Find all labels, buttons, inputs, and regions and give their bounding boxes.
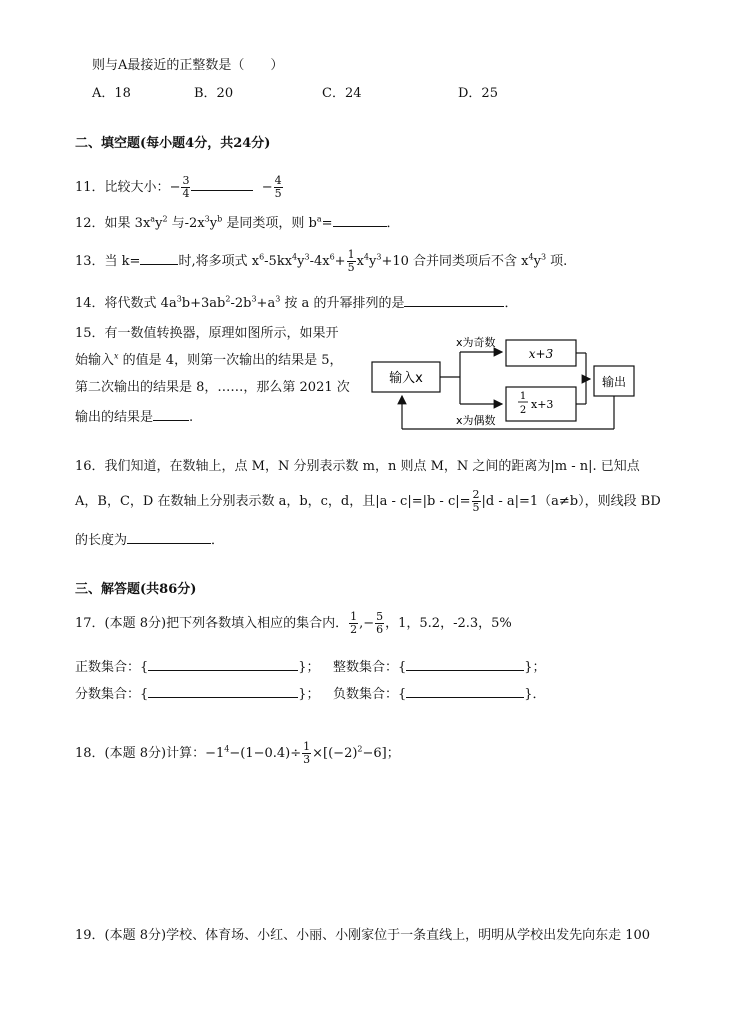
q11-f1-num: 3 bbox=[182, 174, 190, 187]
q14-answer-blank[interactable] bbox=[404, 292, 504, 307]
odd-op-text: x+3 bbox=[528, 347, 554, 361]
q15-line2 bbox=[75, 352, 342, 370]
q13-part-k: 项. bbox=[546, 254, 568, 269]
q12-part-c: 与-2x bbox=[167, 216, 205, 231]
negative-set-close: }． bbox=[524, 687, 546, 702]
q13-part-i: +10 合并同类项后不含 x bbox=[381, 254, 529, 269]
q14-part-a: 将代数式 4a bbox=[104, 296, 177, 311]
q15-line4 bbox=[75, 406, 193, 427]
q12-sup-a: a bbox=[150, 214, 156, 224]
q13-part-e: -4x bbox=[309, 254, 330, 269]
q18-part-c: −(1−0.4)÷ bbox=[229, 746, 302, 761]
q15-line2b: 的值是 4，则第一次输出的结果是 5， bbox=[118, 353, 343, 368]
q14-part-b: b+3ab bbox=[181, 296, 226, 311]
section3-title: 三、解答题(共86分) bbox=[75, 582, 197, 597]
q13-sup-i: 4 bbox=[528, 252, 534, 262]
q15-line2a: 始输入 bbox=[75, 353, 115, 368]
q13-sup-e: 6 bbox=[329, 252, 335, 262]
q11-answer-blank[interactable] bbox=[191, 176, 253, 191]
q14-part-d: +a bbox=[256, 296, 276, 311]
q17-fraction-1 bbox=[349, 611, 358, 636]
fraction-set-label: 分数集合：{ bbox=[75, 687, 149, 702]
q11-f2-den: 5 bbox=[274, 187, 282, 200]
q14-sup-a: 3 bbox=[176, 294, 182, 304]
q13-sup-b: 6 bbox=[259, 252, 265, 262]
q10-option-a: A．18 bbox=[92, 86, 131, 101]
q16-frac-den: 5 bbox=[472, 501, 480, 514]
q13-frac-den: 5 bbox=[347, 261, 355, 274]
q13-frac-num: 1 bbox=[347, 248, 355, 261]
q17-positive-set bbox=[75, 656, 320, 677]
q13-fraction bbox=[347, 249, 356, 274]
positive-set-close: }； bbox=[298, 660, 320, 675]
q11-f2-num: 4 bbox=[274, 174, 282, 187]
q16-line2a: A，B，C，D 在数轴上分别表示数 a，b，c，d，且|a - c|=|b - c|= bbox=[75, 494, 471, 509]
q18-part-b: −1 bbox=[205, 746, 225, 761]
even-label: x为偶数 bbox=[456, 414, 496, 427]
q12-part-e: 是同类项，则 b bbox=[222, 216, 317, 231]
positive-set-blank[interactable] bbox=[148, 656, 298, 671]
q16-line3-end: ． bbox=[211, 533, 225, 548]
negative-set-blank[interactable] bbox=[406, 683, 524, 698]
q14-part-c: -2b bbox=[230, 296, 252, 311]
q16-fraction bbox=[472, 489, 481, 514]
q14-part-e: 按 a 的升幂排列的是 bbox=[280, 296, 405, 311]
q13-plus: + bbox=[334, 254, 346, 269]
even-frac-num: 1 bbox=[519, 391, 527, 402]
q13 bbox=[75, 244, 567, 280]
q18-frac-den: 3 bbox=[303, 753, 311, 766]
integer-set-label: 整数集合：{ bbox=[333, 660, 407, 675]
section2-title: 二、填空题(每小题4分，共24分) bbox=[75, 136, 271, 151]
q17-fraction-set bbox=[75, 683, 320, 704]
q19-text: 19．(本题 8分)学校、体育场、小红、小丽、小刚家位于一条直线上，明明从学校出发先向东走 100 bbox=[75, 928, 651, 943]
q13-part-j: y bbox=[533, 254, 541, 269]
integer-set-close: }； bbox=[524, 660, 546, 675]
q17-negative-set bbox=[333, 683, 546, 704]
q15-x: x bbox=[114, 351, 119, 361]
q17-numbers: ，1，5.2，-2.3，5% bbox=[385, 616, 512, 631]
q16-line2 bbox=[75, 484, 661, 520]
q16-frac-num: 2 bbox=[472, 488, 480, 501]
q13-part-h: y bbox=[369, 254, 377, 269]
q14-end: ． bbox=[504, 296, 518, 311]
q10-option-d: D．25 bbox=[458, 86, 498, 101]
positive-set-label: 正数集合：{ bbox=[75, 660, 149, 675]
q12-part-b: y bbox=[155, 216, 163, 231]
fraction-set-close: }； bbox=[298, 687, 320, 702]
q15-line4-end: . bbox=[189, 410, 194, 425]
q17-stem bbox=[75, 606, 512, 642]
q13-sup-d: 3 bbox=[304, 252, 310, 262]
q15-line1: 15．有一数值转换器，原理如图所示，如果开 bbox=[75, 326, 339, 341]
negative-set-label: 负数集合：{ bbox=[333, 687, 407, 702]
q13-part-c: -5kx bbox=[264, 254, 293, 269]
q14-number: 14． bbox=[75, 296, 105, 311]
q10-option-c: C．24 bbox=[322, 86, 362, 101]
q15-line4-text: 输出的结果是 bbox=[75, 410, 154, 425]
q12-sup-c: 3 bbox=[204, 214, 210, 224]
q13-sup-j: 3 bbox=[540, 252, 547, 262]
q17-sep: ,− bbox=[359, 616, 375, 631]
q13-part-d: y bbox=[297, 254, 305, 269]
q18-fraction bbox=[302, 741, 311, 766]
even-frac-den: 2 bbox=[519, 405, 527, 416]
q12-answer-blank[interactable] bbox=[333, 212, 387, 227]
q12-equals: = bbox=[321, 216, 333, 231]
q11-number: 11． bbox=[75, 180, 105, 195]
q13-part-b: 时,将多项式 x bbox=[178, 254, 260, 269]
q17-text: 17．(本题 8分)把下列各数填入相应的集合内． bbox=[75, 616, 349, 631]
q12-part-d: y bbox=[209, 216, 218, 231]
q12-end: ． bbox=[386, 216, 400, 231]
q18-text: 18．(本题 8分)计算： bbox=[75, 746, 206, 761]
q11-f1-den: 4 bbox=[182, 187, 190, 200]
q11-text: 比较大小： bbox=[104, 180, 170, 195]
q10-stem: 则与A最接近的正整数是（ ） bbox=[92, 58, 284, 73]
q17-f2-num: 5 bbox=[376, 610, 384, 623]
q16-line3 bbox=[75, 529, 224, 550]
q12-part-a: 如果 3x bbox=[104, 216, 151, 231]
q16-line1: 16．我们知道，在数轴上，点 M，N 分别表示数 m，n 则点 M，N 之间的距离为|m - n|. 已知点 bbox=[75, 459, 640, 474]
input-label: 输入x bbox=[389, 371, 423, 386]
q14 bbox=[75, 292, 517, 313]
q12 bbox=[75, 212, 400, 233]
q12-sup-d: b bbox=[217, 214, 223, 224]
integer-set-blank[interactable] bbox=[406, 656, 524, 671]
q11-minus2: − bbox=[261, 180, 273, 195]
q11-minus1: − bbox=[169, 180, 181, 195]
q13-sup-g: 4 bbox=[363, 252, 370, 262]
even-op-text: x+3 bbox=[531, 398, 554, 411]
q15-answer-blank[interactable] bbox=[153, 406, 189, 421]
q18-sup-d: 2 bbox=[357, 744, 363, 754]
q18-part-e: −6]； bbox=[362, 746, 400, 761]
q14-sup-c: 3 bbox=[251, 294, 257, 304]
q17-f1-den: 2 bbox=[350, 623, 358, 636]
q14-sup-b: 2 bbox=[225, 294, 231, 304]
q11-fraction-1 bbox=[181, 175, 190, 200]
q16-answer-blank[interactable] bbox=[127, 529, 211, 544]
q10-option-b: B．20 bbox=[194, 86, 234, 101]
q12-number: 12． bbox=[75, 216, 105, 231]
q18-frac-num: 1 bbox=[303, 740, 311, 753]
q17-f1-num: 1 bbox=[350, 610, 358, 623]
q12-sup-e: a bbox=[316, 214, 322, 224]
output-label: 输出 bbox=[601, 375, 627, 389]
q13-part-g: x bbox=[356, 254, 364, 269]
q13-number: 13． bbox=[75, 254, 105, 269]
q13-part-a: 当 k= bbox=[104, 254, 141, 269]
q17-fraction-2 bbox=[375, 611, 384, 636]
q18-sup-b: 4 bbox=[224, 744, 230, 754]
q13-sup-h: 3 bbox=[376, 252, 382, 262]
q11-fraction-2 bbox=[274, 175, 283, 200]
q15-line3: 第二次输出的结果是 8，……，那么第 2021 次 bbox=[75, 380, 350, 395]
q18-part-d: ×[(−2) bbox=[312, 746, 358, 761]
q17-integer-set bbox=[333, 656, 546, 677]
q13-answer-blank[interactable] bbox=[140, 250, 178, 265]
q17-f2-den: 6 bbox=[376, 623, 384, 636]
q14-sup-d: 3 bbox=[275, 294, 281, 304]
q16-line3-text: 的长度为 bbox=[75, 533, 128, 548]
q13-sup-c: 4 bbox=[292, 252, 298, 262]
q18 bbox=[75, 736, 400, 772]
odd-label: x为奇数 bbox=[456, 336, 496, 349]
q12-sup-b: 2 bbox=[162, 214, 168, 224]
q15-converter-diagram bbox=[368, 332, 648, 432]
q16-line2b: |d - a|=1（a≠b），则线段 BD bbox=[481, 494, 661, 509]
fraction-set-blank[interactable] bbox=[148, 683, 298, 698]
q11 bbox=[75, 170, 284, 206]
